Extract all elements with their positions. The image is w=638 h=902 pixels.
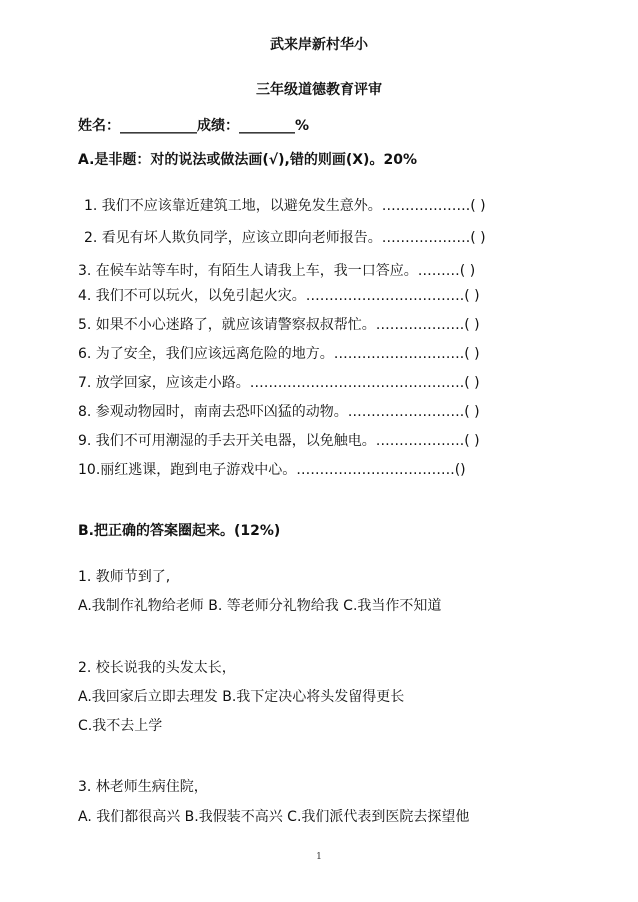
section-b-heading: B.把正确的答案圈起来。(12%)	[78, 523, 281, 539]
school-name: 武来岸新村华小	[270, 37, 368, 53]
true-false-item: 7. 放学回家，应该走小路。……………………………………….( )	[78, 375, 480, 391]
true-false-item: 4. 我们不可以玩火，以免引起火灾。…………………………….( )	[78, 288, 480, 304]
multiple-choice-question: 1. 教师节到了,	[78, 569, 171, 585]
true-false-item: 8. 参观动物园时，南南去恐吓凶猛的动物。…………………….( )	[78, 404, 480, 420]
multiple-choice-options: A.我制作礼物给老师 B. 等老师分礼物给我 C.我当作不知道	[78, 598, 442, 614]
true-false-item: 5. 如果不小心迷路了，就应该请警察叔叔帮忙。……………….( )	[78, 317, 480, 333]
name-score-line: 姓名：___________成绩：________%	[78, 118, 310, 134]
multiple-choice-question: 3. 林老师生病住院，	[78, 779, 208, 795]
document-title: 三年级道德教育评审	[256, 82, 382, 98]
multiple-choice-question: 2. 校长说我的头发太长，	[78, 660, 236, 676]
page-number: 1	[316, 852, 322, 862]
section-a-heading: A.是非题：对的说法或做法画(√),错的则画(X)。20%	[78, 152, 417, 168]
multiple-choice-options: A.我回家后立即去理发 B.我下定决心将头发留得更长	[78, 689, 405, 705]
true-false-item: 3. 在候车站等车时，有陌生人请我上车，我一口答应。………( )	[78, 263, 476, 279]
multiple-choice-options: C.我不去上学	[78, 718, 163, 734]
true-false-item: 9. 我们不可用潮湿的手去开关电器，以免触电。……………….( )	[78, 433, 480, 449]
true-false-item: 2. 看见有坏人欺负同学，应该立即向老师报告。……………….( )	[84, 230, 486, 246]
true-false-item: 6. 为了安全，我们应该远离危险的地方。……………………….( )	[78, 346, 480, 362]
true-false-item: 10.丽红逃课，跑到电子游戏中心。…………………………….()	[78, 462, 466, 478]
multiple-choice-options: A. 我们都很高兴 B.我假装不高兴 C.我们派代表到医院去探望他	[78, 809, 470, 825]
true-false-item: 1. 我们不应该靠近建筑工地，以避免发生意外。……………….( )	[84, 198, 486, 214]
